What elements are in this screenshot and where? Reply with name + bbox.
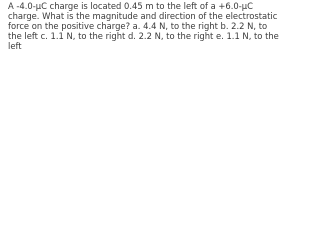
question-line: the left c. 1.1 N, to the right d. 2.2 N, to the right e. 1.1 N, to the (8, 31, 279, 41)
question-line: force on the positive charge? a. 4.4 N, to the right b. 2.2 N, to (8, 21, 268, 31)
question-line: A -4.0-μC charge is located 0.45 m to the left of a +6.0-μC (8, 1, 253, 11)
question-line: left (8, 41, 22, 51)
question-text (8, 1, 279, 51)
question-line: charge. What is the magnitude and direction of the electrostatic (8, 11, 278, 21)
